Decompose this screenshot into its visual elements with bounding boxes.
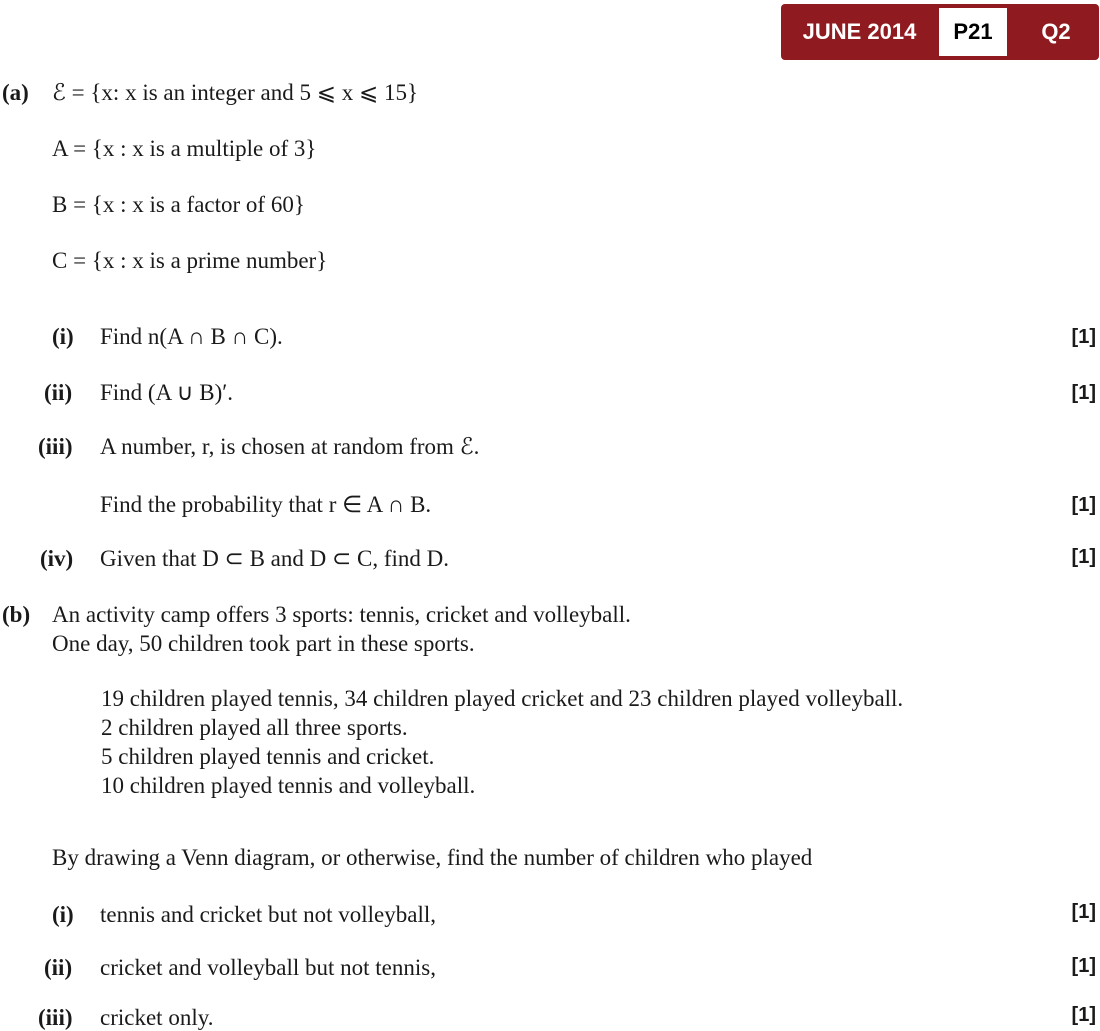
set-b-definition: B = {x : x is a factor of 60}	[52, 192, 305, 217]
question-a-iii-subtext: Find the probability that r ∈ A ∩ B.	[100, 492, 432, 517]
exam-reference-badge	[781, 4, 1099, 60]
question-a-ii-text: Find (A ∪ B)′.	[100, 380, 234, 405]
question-b-iii-text: cricket only.	[100, 1005, 214, 1030]
question-b-iii-number: (iii)	[38, 1005, 73, 1030]
question-a-i-number: (i)	[52, 324, 74, 349]
fact-line-2: 2 children played all three sports.	[101, 715, 408, 740]
fact-line-1: 19 children played tennis, 34 children played cricket and 23 children played volleyball.	[101, 686, 904, 711]
fact-line-4: 10 children played tennis and volleyball.	[101, 773, 476, 798]
fact-line-3: 5 children played tennis and cricket.	[101, 744, 435, 769]
paper-number-label: P21	[939, 8, 1007, 56]
question-b-ii-number: (ii)	[44, 955, 73, 980]
set-a-definition: A = {x : x is a multiple of 3}	[52, 136, 317, 161]
question-b-i-number: (i)	[52, 902, 74, 927]
question-b-i-mark: [1]	[1071, 901, 1096, 923]
question-a-iv-mark: [1]	[1071, 546, 1096, 568]
question-b-iii-mark: [1]	[1071, 1004, 1096, 1026]
question-a-iii-mark: [1]	[1071, 494, 1096, 516]
question-a-iii-number: (iii)	[38, 434, 73, 459]
question-a-iv-text: Given that D ⊂ B and D ⊂ C, find D.	[100, 546, 450, 571]
question-b-ii-mark: [1]	[1071, 955, 1096, 977]
part-b-intro-line-1: An activity camp offers 3 sports: tennis, cricket and volleyball.	[52, 602, 631, 627]
question-a-iii-text: A number, r, is chosen at random from ℰ.	[100, 434, 480, 459]
question-a-iv-number: (iv)	[40, 546, 74, 571]
part-b-prompt: By drawing a Venn diagram, or otherwise, find the number of children who played	[52, 845, 813, 870]
part-b-intro-line-2: One day, 50 children took part in these sports.	[52, 631, 475, 656]
set-c-definition: C = {x : x is a prime number}	[52, 248, 328, 273]
question-number-label: Q2	[1041, 19, 1071, 44]
part-b-label: (b)	[2, 602, 31, 627]
question-b-i-text: tennis and cricket but not volleyball,	[100, 902, 436, 927]
question-a-ii-number: (ii)	[44, 380, 73, 405]
exam-session-label: JUNE 2014	[802, 19, 917, 44]
question-a-i-text: Find n(A ∩ B ∩ C).	[100, 324, 283, 349]
universal-set-definition: ℰ = {x: x is an integer and 5 ⩽ x ⩽ 15}	[52, 80, 419, 105]
question-b-ii-text: cricket and volleyball but not tennis,	[100, 955, 436, 980]
question-a-ii-mark: [1]	[1071, 382, 1096, 404]
question-a-i-mark: [1]	[1071, 326, 1096, 348]
part-a-label: (a)	[2, 80, 29, 105]
